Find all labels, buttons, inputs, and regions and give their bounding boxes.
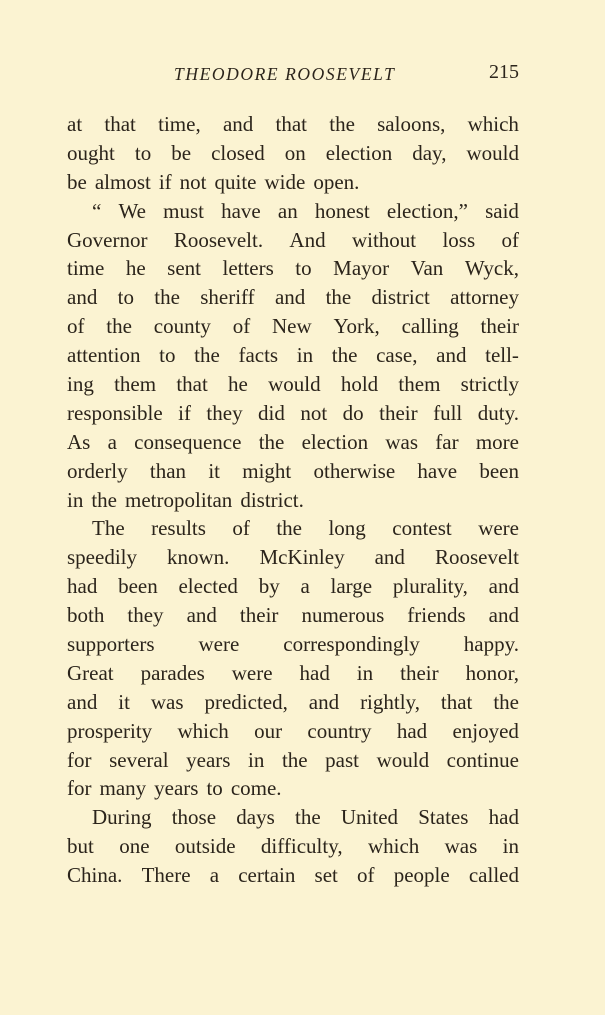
text-line: supporters were correspondingly happy. — [67, 632, 519, 657]
text-line: Great parades were had in their honor, — [67, 660, 519, 685]
text-line: “ We must have an honest election,” said — [92, 198, 519, 223]
page-number: 215 — [489, 61, 519, 83]
paragraph — [67, 197, 519, 515]
text-line: orderly than it might otherwise have been — [67, 458, 519, 483]
text-line: had been elected by a large plurality, and — [67, 574, 519, 599]
text-line: be almost if not quite wide open. — [67, 169, 360, 194]
text-line: in the metropolitan district. — [67, 487, 304, 512]
text-line: ought to be closed on election day, would — [67, 140, 519, 165]
text-line: prosperity which our country had enjoyed — [67, 718, 519, 743]
text-line: at that time, and that the saloons, which — [67, 112, 519, 136]
paragraph — [67, 803, 519, 890]
text-line: for several years in the past would continue — [67, 747, 519, 772]
text-line: During those days the United States had — [92, 805, 519, 830]
text-line: and it was predicted, and rightly, that the — [67, 689, 519, 714]
text-line: time he sent letters to Mayor Van Wyck, — [67, 256, 519, 281]
text-line: Governor Roosevelt. And without loss of — [67, 227, 519, 252]
body-text — [67, 110, 519, 890]
text-line: ing them that he would hold them strictly — [67, 372, 519, 397]
running-title: THEODORE ROOSEVELT — [174, 64, 396, 84]
text-line: responsible if they did not do their full duty. — [67, 400, 519, 425]
text-line: speedily known. McKinley and Roosevelt — [67, 545, 519, 570]
text-line: but one outside difficulty, which was in — [67, 834, 519, 859]
text-line: for many years to come. — [67, 776, 282, 801]
text-line: of the county of New York, calling their — [67, 314, 519, 339]
text-line: both they and their numerous friends and — [67, 603, 519, 628]
paragraph — [67, 514, 519, 803]
paragraph — [67, 110, 519, 197]
text-line: and to the sheriff and the district attorney — [67, 285, 519, 310]
text-line: attention to the facts in the case, and tell- — [67, 343, 519, 368]
text-line: As a consequence the election was far more — [67, 429, 519, 454]
text-line: The results of the long contest were — [92, 516, 519, 541]
text-line: China. There a certain set of people called — [67, 863, 519, 888]
running-head — [67, 61, 519, 89]
